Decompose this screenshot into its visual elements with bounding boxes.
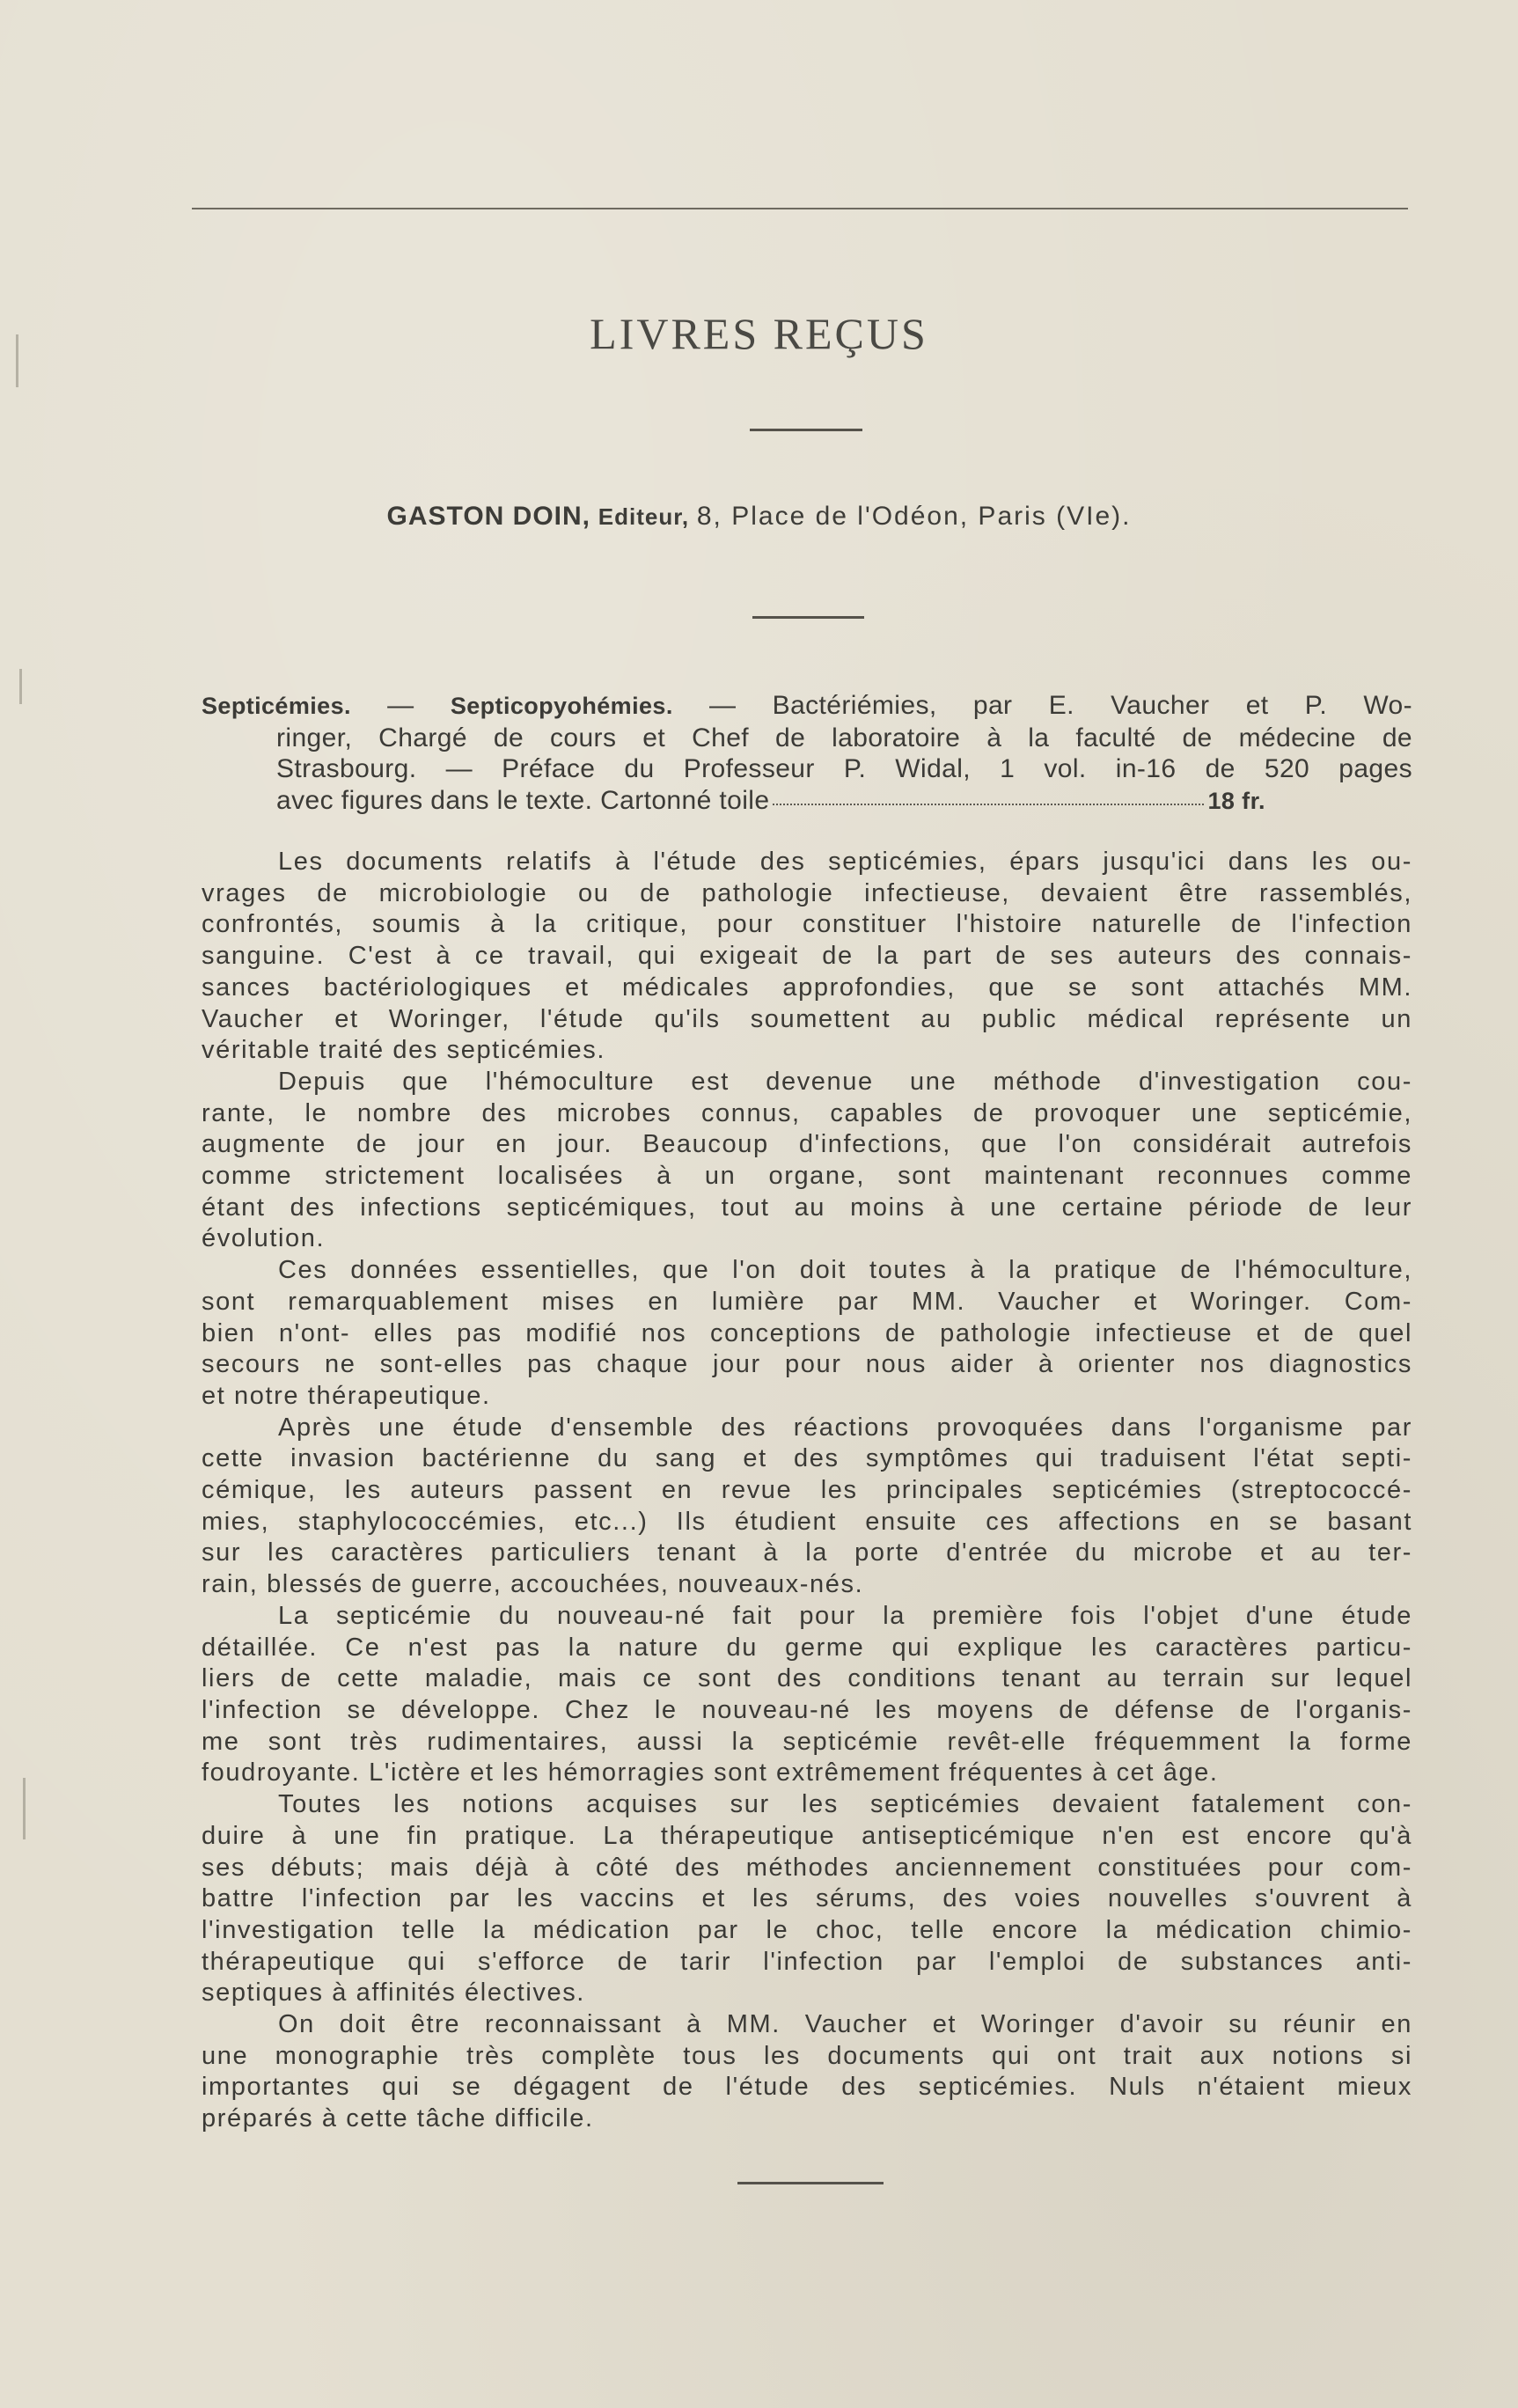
text-line: duire à une fin pratique. La thérapeutique antisepticémique n'en est encore qu'à bbox=[202, 1821, 1412, 1850]
text-line: détaillée. Ce n'est pas la nature du germe qui explique les caractères particu- bbox=[202, 1633, 1412, 1662]
text-line: secours ne sont-elles pas chaque jour pour nous aider à orienter nos diagnostics bbox=[202, 1350, 1412, 1379]
text-line: évolution. bbox=[202, 1224, 326, 1253]
text-line: battre l'infection par les vaccins et les sérums, des voies nouvelles s'ouvrent à bbox=[202, 1884, 1412, 1913]
book-entry bbox=[202, 690, 1412, 817]
text-line: septiques à affinités électives. bbox=[202, 1979, 585, 2008]
text-line: sont remarquablement mises en lumière par MM. Vaucher et Woringer. Com- bbox=[202, 1287, 1412, 1316]
publisher-address: 8, Place de l'Odéon, Paris (VIe). bbox=[696, 502, 1132, 531]
text-line: thérapeutique qui s'efforce de tarir l'infection par l'emploi de substances anti- bbox=[202, 1947, 1412, 1976]
entry-text: — Bactériémies, par E. Vaucher et P. Wo- bbox=[672, 691, 1412, 720]
text-line: bien n'ont- elles pas modifié nos conceptions de pathologie infectieuse et de quel bbox=[202, 1318, 1412, 1347]
text-line: Les documents relatifs à l'étude des septicémies, épars jusqu'ici dans les ou- bbox=[278, 848, 1412, 876]
text-line: liers de cette maladie, mais ce sont des conditions tenant au terrain sur lequel bbox=[202, 1664, 1412, 1693]
text-line: sanguine. C'est à ce travail, qui exigeait de la part de ses auteurs des connais- bbox=[202, 942, 1412, 971]
text-line: augmente de jour en jour. Beaucoup d'infections, que l'on considérait autrefois bbox=[202, 1130, 1412, 1159]
entry-title-1: Septicémies. bbox=[202, 693, 351, 719]
entry-text: avec figures dans le texte. Cartonné toile bbox=[276, 785, 770, 815]
text-line: On doit être reconnaissant à MM. Vaucher et Woringer d'avoir su réunir en bbox=[278, 2010, 1412, 2039]
entry-line: ringer, Chargé de cours et Chef de laboratoire à la faculté de médecine de bbox=[276, 723, 1412, 752]
text-line: importantes qui se dégagent de l'étude des septicémies. Nuls n'étaient mieux bbox=[202, 2073, 1412, 2102]
text-line: sances bactériologiques et médicales approfondies, que se sont attachés MM. bbox=[202, 973, 1412, 1002]
paragraph bbox=[202, 1413, 1412, 1601]
paragraph bbox=[202, 1067, 1412, 1255]
entry-price: 18 fr. bbox=[1207, 787, 1265, 814]
top-rule bbox=[192, 208, 1408, 209]
paragraph bbox=[202, 2009, 1412, 2135]
publisher-name: GASTON DOIN, bbox=[386, 502, 590, 531]
publisher-line bbox=[0, 500, 1518, 532]
text-line: cette invasion bactérienne du sang et des symptômes qui traduisent l'état septi- bbox=[202, 1444, 1412, 1473]
text-line: cémique, les auteurs passent en revue les principales septicémies (streptococcé- bbox=[202, 1476, 1412, 1505]
entry-line bbox=[202, 785, 1412, 818]
publisher-role: Editeur, bbox=[598, 503, 690, 530]
divider bbox=[737, 2182, 884, 2184]
text-line: confrontés, soumis à la critique, pour constituer l'histoire naturelle de l'infection bbox=[202, 910, 1412, 939]
text-line: véritable traité des septicémies. bbox=[202, 1036, 605, 1065]
entry-dash: — bbox=[350, 691, 451, 720]
entry-line bbox=[202, 690, 1412, 723]
text-line: foudroyante. L'ictère et les hémorragies sont extrêmement fréquentes à cet âge. bbox=[202, 1758, 1219, 1788]
entry-title-2: Septicopyohémies. bbox=[450, 693, 673, 719]
text-line: étant des infections septicémiques, tout au moins à une certaine période de leur bbox=[202, 1193, 1412, 1222]
paragraph bbox=[202, 1601, 1412, 1789]
text-line: une monographie très complète tous les documents qui ont trait aux notions si bbox=[202, 2041, 1412, 2070]
text-line: Toutes les notions acquises sur les septicémies devaient fatalement con- bbox=[278, 1790, 1412, 1819]
text-line: me sont très rudimentaires, aussi la septicémie revêt-elle fréquemment la forme bbox=[202, 1727, 1412, 1756]
margin-speck bbox=[23, 1778, 26, 1839]
text-line: rante, le nombre des microbes connus, capables de provoquer une septicémie, bbox=[202, 1098, 1412, 1127]
text-line: La septicémie du nouveau-né fait pour la première fois l'objet d'une étude bbox=[278, 1601, 1412, 1630]
text-line: et notre thérapeutique. bbox=[202, 1381, 491, 1410]
text-line: Après une étude d'ensemble des réactions provoquées dans l'organisme par bbox=[278, 1413, 1412, 1442]
paragraph bbox=[202, 847, 1412, 1067]
text-line: ses débuts; mais déjà à côté des méthodes anciennement constituées pour com- bbox=[202, 1853, 1412, 1882]
entry-line: Strasbourg. — Préface du Professeur P. Widal, 1 vol. in-16 de 520 pages bbox=[276, 754, 1412, 783]
text-line: Ces données essentielles, que l'on doit toutes à la pratique de l'hémoculture, bbox=[278, 1256, 1412, 1285]
text-line: vrages de microbiologie ou de pathologie infectieuse, devaient être rassemblés, bbox=[202, 878, 1412, 907]
page-title: LIVRES REÇUS bbox=[590, 309, 928, 358]
text-line: Depuis que l'hémoculture est devenue une méthode d'investigation cou- bbox=[278, 1067, 1412, 1096]
text-line: sur les caractères particuliers tenant à la porte d'entrée du microbe et au ter- bbox=[202, 1538, 1412, 1567]
divider bbox=[750, 429, 862, 431]
text-line: l'infection se développe. Chez le nouveau-né les moyens de défense de l'organis- bbox=[202, 1695, 1412, 1724]
paragraph bbox=[202, 1255, 1412, 1413]
divider bbox=[752, 616, 864, 619]
text-line: l'investigation telle la médication par le choc, telle encore la médication chimio- bbox=[202, 1915, 1412, 1944]
paragraph bbox=[202, 1789, 1412, 2009]
text-line: rain, blessés de guerre, accouchées, nouveaux-nés. bbox=[202, 1570, 864, 1599]
margin-speck bbox=[19, 669, 22, 704]
text-line: préparés à cette tâche difficile. bbox=[202, 2104, 594, 2133]
text-line: Vaucher et Woringer, l'étude qu'ils soumettent au public médical représente un bbox=[202, 1004, 1412, 1033]
text-line: mies, staphylococcémies, etc...) Ils étudient ensuite ces affections en se basant bbox=[202, 1507, 1412, 1536]
leader-dots bbox=[773, 804, 1204, 805]
review-body bbox=[202, 847, 1412, 2135]
text-line: comme strictement localisées à un organe, sont maintenant reconnues comme bbox=[202, 1162, 1412, 1191]
